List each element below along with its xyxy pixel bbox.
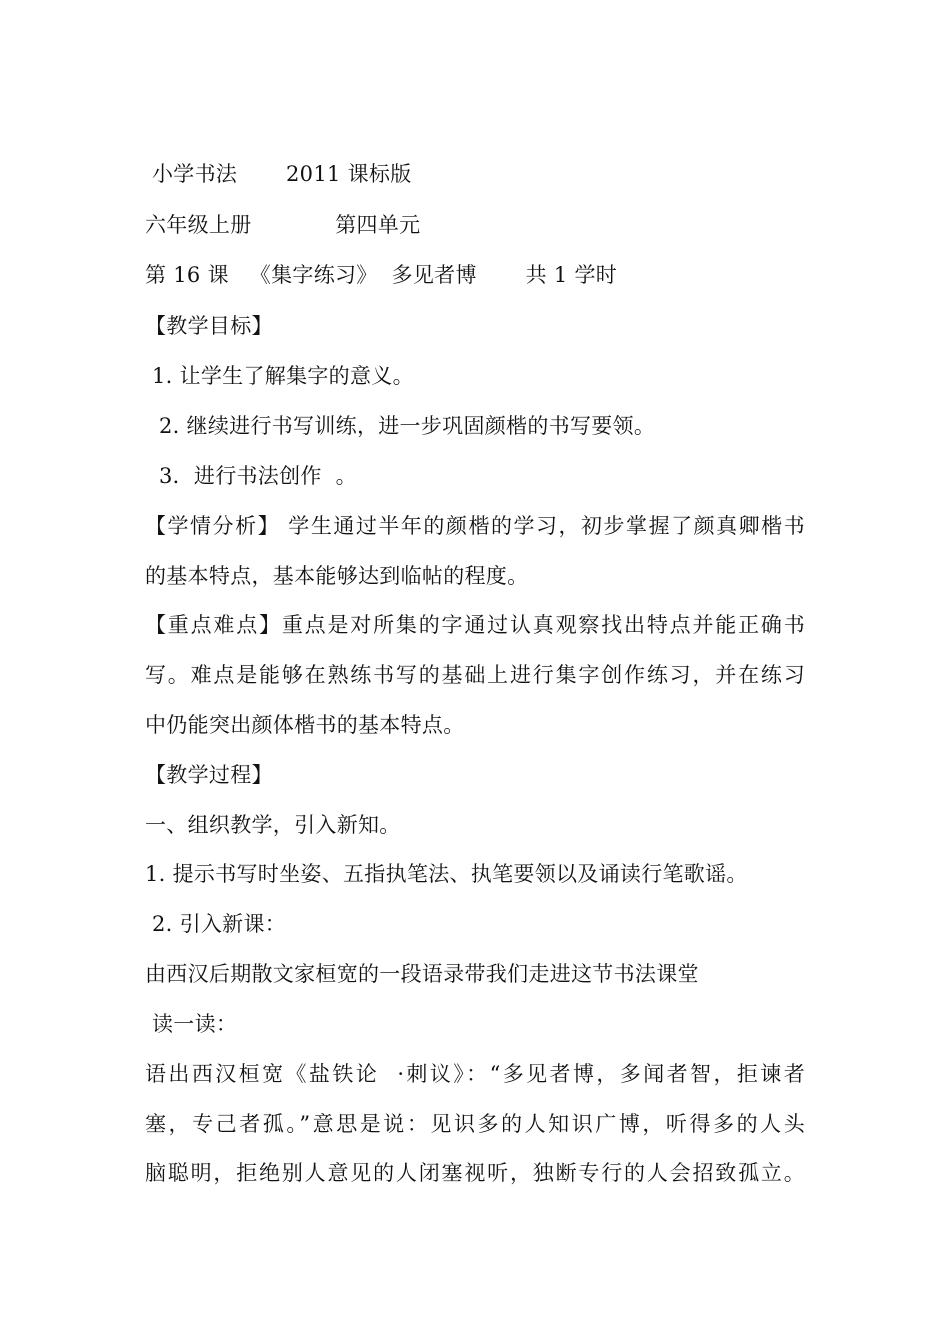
analysis-paragraph-line-2: 的基本特点，基本能够达到临帖的程度。 (145, 564, 529, 588)
read-prompt: 读一读： (145, 1012, 238, 1036)
process-item-2: 2. 引入新课： (145, 912, 287, 936)
grade-unit-line: 六年级上册 第四单元 (145, 213, 421, 237)
objective-item-3: 3．进行书法创作 。 (145, 464, 357, 488)
intro-sentence: 由西汉后期散文家桓宽的一段语录带我们走进这节书法课堂 (145, 962, 699, 986)
key-points-paragraph-line-1: 【重点难点】重点是对所集的字通过认真观察找出特点并能正确书 (145, 613, 805, 637)
quote-paragraph-line-1: 语出西汉桓宽《盐铁论 ·刺议》：“多见者博，多闻者智，拒谏者 (145, 1062, 805, 1086)
section-heading-process: 【教学过程】 (145, 763, 273, 787)
objective-item-2: 2. 继续进行书写训练，进一步巩固颜楷的书写要领。 (145, 414, 656, 438)
section-heading-objectives: 【教学目标】 (145, 314, 273, 338)
quote-paragraph-line-3: 脑聪明，拒绝别人意见的人闭塞视听，独断专行的人会招致孤立。 (145, 1161, 805, 1185)
analysis-paragraph-line-1: 【学情分析】 学生通过半年的颜楷的学习，初步掌握了颜真卿楷书 (145, 514, 805, 538)
lesson-title-line: 第 16 课 《集字练习》 多见者博 共 1 学时 (145, 263, 618, 287)
process-step-heading-1: 一、组织教学，引入新知。 (145, 813, 401, 837)
key-points-paragraph-line-2: 写。难点是能够在熟练书写的基础上进行集字创作练习，并在练习 (145, 663, 805, 687)
quote-paragraph-line-2: 塞，专己者孤。”意思是说：见识多的人知识广博，听得多的人头 (145, 1112, 805, 1136)
process-item-1: 1. 提示书写时坐姿、五指执笔法、执笔要领以及诵读行笔歌谣。 (145, 862, 748, 886)
course-header-line: 小学书法 2011 课标版 (145, 162, 412, 186)
key-points-paragraph-line-3: 中仍能突出颜体楷书的基本特点。 (145, 713, 465, 737)
objective-item-1: 1. 让学生了解集字的意义。 (145, 364, 414, 388)
